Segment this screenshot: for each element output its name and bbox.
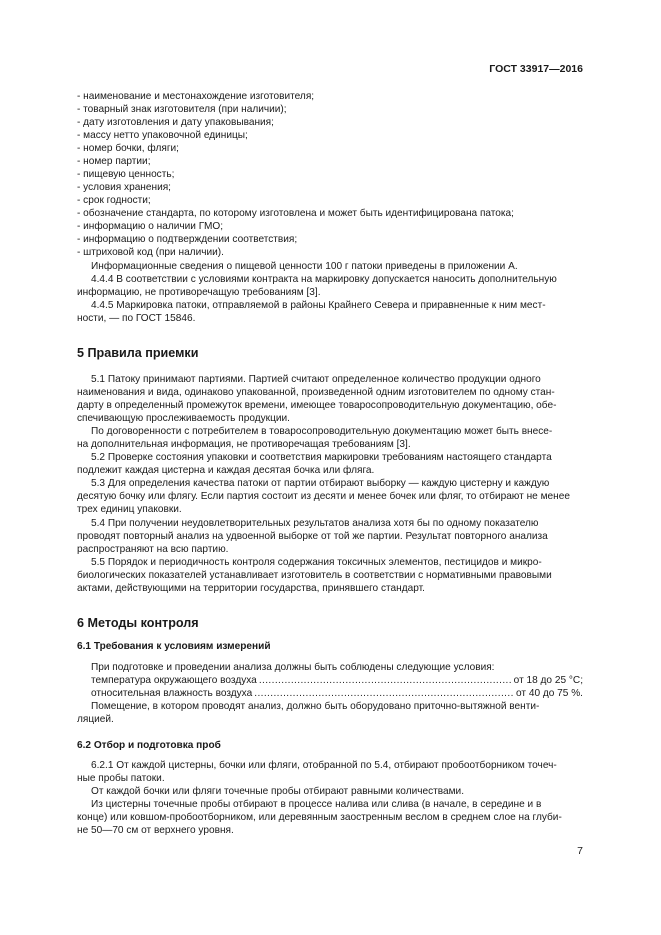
text-line: не 50—70 см от верхнего уровня. bbox=[77, 825, 234, 836]
list-item: - штриховой код (при наличии). bbox=[77, 247, 224, 258]
condition-row-humidity bbox=[91, 688, 583, 700]
list-item: - наименование и местонахождение изготовителя; bbox=[77, 91, 315, 102]
leader-dots bbox=[252, 688, 514, 700]
text-line: Из цистерны точечные пробы отбирают в процессе налива или слива (в начале, в середине и в bbox=[91, 799, 542, 810]
text-line: конце) или ковшом-пробоотборником, или деревянным заостренным веслом в среднем слое на глуби- bbox=[77, 812, 562, 823]
condition-label: температура окружающего воздуха bbox=[91, 675, 257, 686]
text-line: 5.1 Патоку принимают партиями. Партией считают определенное количество продукции одного bbox=[91, 374, 541, 385]
text-line: спечивающую прослеживаемость продукции. bbox=[77, 413, 290, 424]
section-5-title: 5 Правила приемки bbox=[77, 346, 199, 360]
text-line: ности, — по ГОСТ 15846. bbox=[77, 313, 196, 324]
text-line: От каждой бочки или фляги точечные пробы отбирают равными количествами. bbox=[91, 786, 465, 797]
list-item: - массу нетто упаковочной единицы; bbox=[77, 130, 248, 141]
text-line: проводят повторный анализ на удвоенной выборке от той же партии. Результат повторного анализа bbox=[77, 531, 548, 542]
section-6-title: 6 Методы контроля bbox=[77, 616, 199, 630]
text-line: ные пробы патоки. bbox=[77, 773, 165, 784]
condition-row-temperature bbox=[91, 675, 583, 687]
text-line: 5.5 Порядок и периодичность контроля содержания токсичных элементов, пестицидов и микро- bbox=[91, 557, 542, 568]
text-line: трех единиц упаковки. bbox=[77, 504, 182, 515]
list-item: - пищевую ценность; bbox=[77, 169, 175, 180]
list-item: - информацию о наличии ГМО; bbox=[77, 221, 224, 232]
text-line: распространяют на всю партию. bbox=[77, 544, 229, 555]
list-item: - товарный знак изготовителя (при наличии); bbox=[77, 104, 287, 115]
list-item: - номер бочки, фляги; bbox=[77, 143, 179, 154]
list-item: - номер партии; bbox=[77, 156, 151, 167]
text-line: десятую бочку или флягу. Если партия состоит из десяти и менее бочек или фляг, то отбирают не менее bbox=[77, 491, 570, 502]
list-item: - срок годности; bbox=[77, 195, 151, 206]
standard-code: ГОСТ 33917—2016 bbox=[489, 63, 583, 75]
condition-value: от 40 до 75 %. bbox=[516, 688, 583, 699]
text-line: информацию, не противоречащую требованиям [3]. bbox=[77, 287, 321, 298]
text-line: ляцией. bbox=[77, 714, 114, 725]
text-line: 5.2 Проверке состояния упаковки и соответствия маркировки требованиям настоящего стандарта bbox=[91, 452, 552, 463]
list-item: - обозначение стандарта, по которому изготовлена и может быть идентифицирована патока; bbox=[77, 208, 514, 219]
text-line: 5.4 При получении неудовлетворительных результатов анализа хотя бы по одному показателю bbox=[91, 518, 539, 529]
text-line: 5.3 Для определения качества патоки от партии отбирают выборку — каждую цистерну и каждую bbox=[91, 478, 550, 489]
text-line: Помещение, в котором проводят анализ, должно быть оборудовано приточно-вытяжной венти- bbox=[91, 701, 540, 712]
text-line: на дополнительная информация, не противоречащая требованиям [3]. bbox=[77, 439, 411, 450]
text-line: биологических показателей устанавливает изготовитель в соответствии с нормативными правовыми bbox=[77, 570, 552, 581]
list-item: - информацию о подтверждении соответствия; bbox=[77, 234, 298, 245]
subsection-6-1-title: 6.1 Требования к условиям измерений bbox=[77, 641, 271, 652]
text-line: дарту в определенный промежуток времени, имеющее товаросопроводительную документацию, обе- bbox=[77, 400, 557, 411]
text-line: 4.4.5 Маркировка патоки, отправляемой в районы Крайнего Севера и приравненные к ним мест- bbox=[91, 300, 546, 311]
condition-label: относительная влажность воздуха bbox=[91, 688, 253, 699]
text-line: При подготовке и проведении анализа должны быть соблюдены следующие условия: bbox=[91, 662, 495, 673]
list-item: - условия хранения; bbox=[77, 182, 171, 193]
text-line: наименования и вида, одинаково упакованной, произведенной одним изготовителем по одному стан- bbox=[77, 387, 555, 398]
condition-value: от 18 до 25 °С; bbox=[513, 675, 583, 686]
text-line: подлежит каждая цистерна и каждая десятая бочка или фляга. bbox=[77, 465, 375, 476]
list-item: - дату изготовления и дату упаковывания; bbox=[77, 117, 274, 128]
text-line: Информационные сведения о пищевой ценности 100 г патоки приведены в приложении А. bbox=[91, 261, 518, 272]
page-number: 7 bbox=[577, 845, 583, 857]
text-line: 4.4.4 В соответствии с условиями контракта на маркировку допускается наносить дополнительную bbox=[91, 274, 557, 285]
leader-dots bbox=[257, 675, 512, 687]
text-line: По договоренности с потребителем в товаросопроводительную документацию может быть внесе- bbox=[91, 426, 553, 437]
text-line: 6.2.1 От каждой цистерны, бочки или фляги, отобранной по 5.4, отбирают пробоотборником точеч- bbox=[91, 760, 557, 771]
subsection-6-2-title: 6.2 Отбор и подготовка проб bbox=[77, 740, 221, 751]
text-line: актами, действующими на территории государства, принявшего стандарт. bbox=[77, 583, 425, 594]
